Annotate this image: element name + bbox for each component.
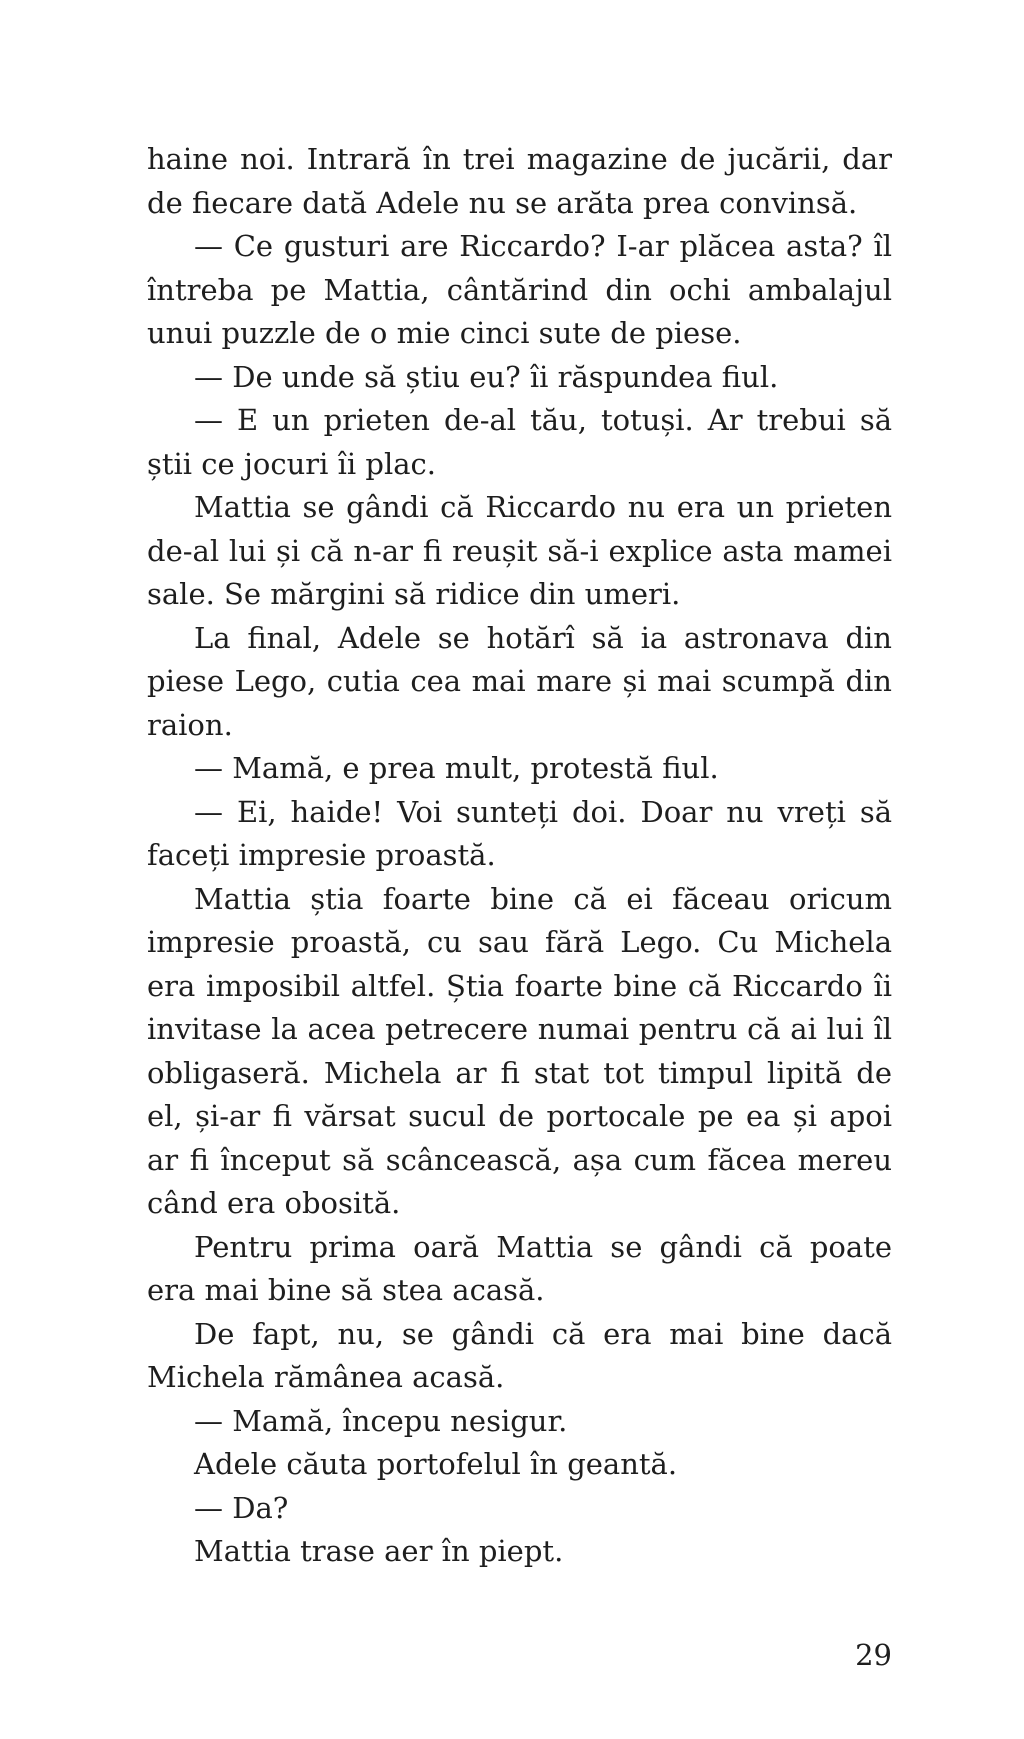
body-text (147, 138, 892, 1574)
paragraph: De fapt, nu, se gândi că era mai bine dacă Michela rămânea acasă. (147, 1316, 892, 1394)
page-number: 29 (855, 1638, 892, 1672)
paragraph: La final, Adele se hotărî să ia astronava din piese Lego, cutia cea mai mare și mai scumpă din raion. (147, 620, 892, 742)
paragraph: Mattia știa foarte bine că ei făceau oricum impresie proastă, cu sau fără Lego. Cu Michela era imposibil altfel. Știa foarte bine că Riccardo îi invitase la acea petrecere numai pentru că ai lui îl obligaseră. Michela ar fi stat tot timpul lipită de el, și-ar fi vărsat sucul de portocale pe ea și apoi ar fi început să scâncească, așa cum făcea mereu când era obosită. (147, 881, 892, 1220)
paragraph: Adele căuta portofelul în geantă. (194, 1447, 678, 1481)
paragraph: — De unde să știu eu? îi răspundea fiul. (194, 359, 779, 394)
paragraph: — Ei, haide! Voi sunteți doi. Doar nu vreți să faceți impresie proastă. (147, 794, 892, 872)
paragraph: — Ce gusturi are Riccardo? I-ar plăcea asta? îl întreba pe Mattia, cântărind din ochi ambalajul unui puzzle de o mie cinci sute de piese. (147, 229, 892, 350)
paragraph: — Da? (194, 1490, 289, 1525)
paragraph: — E un prieten de-al tău, totuși. Ar trebui să știi ce jocuri îi plac. (147, 403, 892, 481)
paragraph: — Mamă, e prea mult, protestă fiul. (194, 751, 719, 785)
paragraph: haine noi. Intrară în trei magazine de jucării, dar de fiecare dată Adele nu se arăta prea convinsă. (147, 142, 892, 220)
paragraph: — Mamă, începu nesigur. (194, 1403, 568, 1438)
paragraph: Mattia trase aer în piept. (194, 1534, 564, 1568)
paragraph: Pentru prima oară Mattia se gândi că poate era mai bine să stea acasă. (147, 1229, 892, 1307)
paragraph: Mattia se gândi că Riccardo nu era un prieten de-al lui și că n-ar fi reușit să-i explice asta mamei sale. Se mărgini să ridice din umeri. (147, 490, 892, 611)
